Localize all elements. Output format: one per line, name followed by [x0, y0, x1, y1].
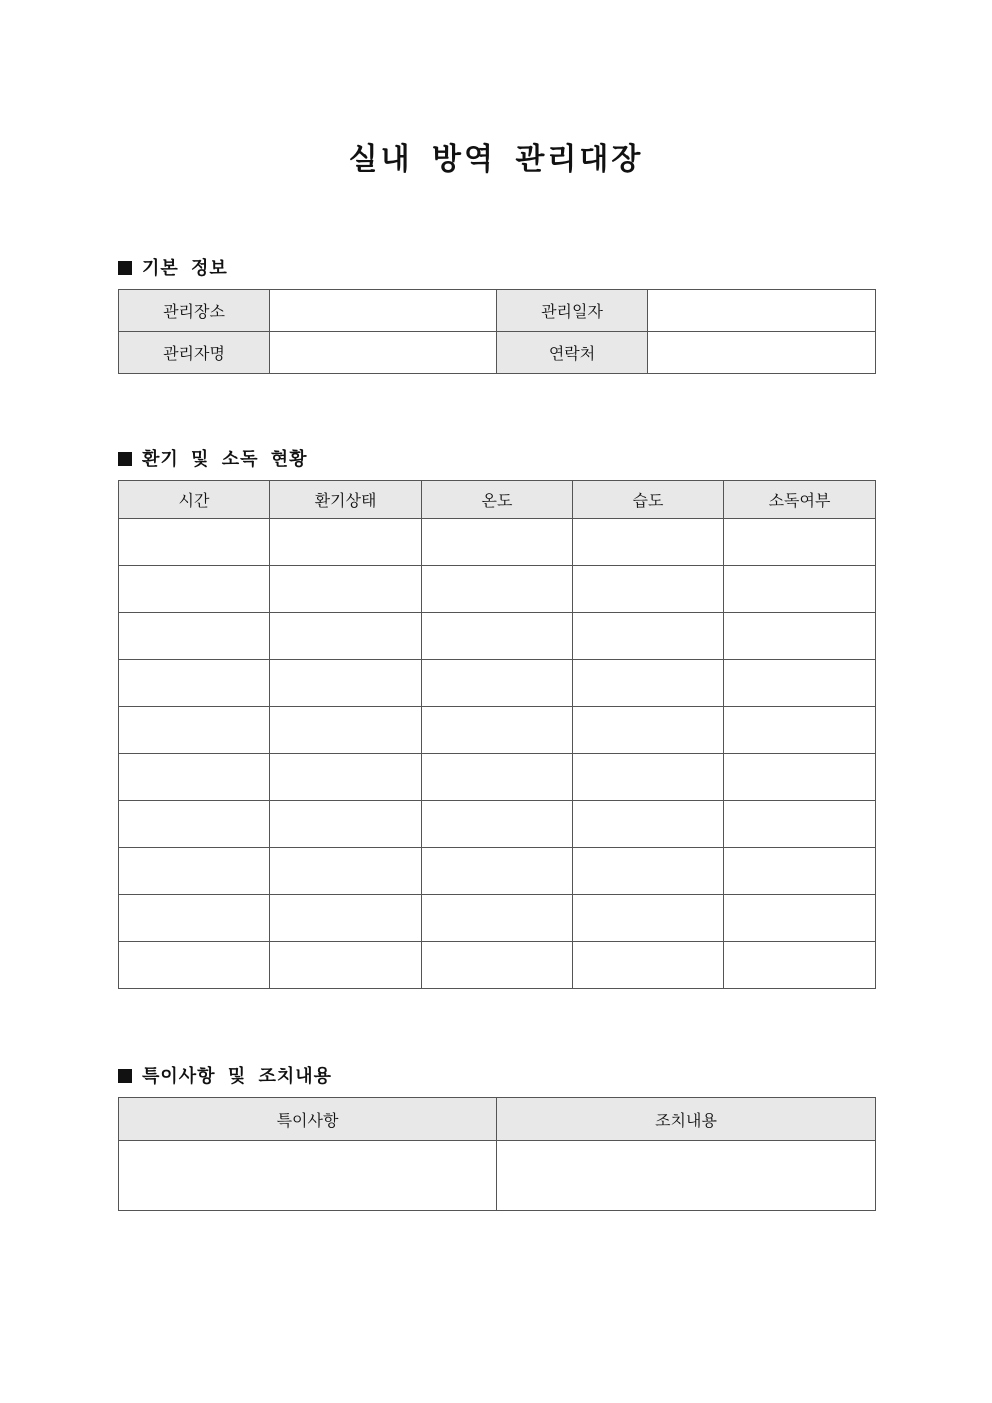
- label-date: 관리일자: [497, 290, 648, 332]
- label-place: 관리장소: [119, 290, 270, 332]
- humidity-cell[interactable]: [573, 942, 724, 989]
- ventilation-cell[interactable]: [270, 848, 422, 895]
- time-cell[interactable]: [119, 707, 270, 754]
- time-cell[interactable]: [119, 754, 270, 801]
- table-header-row: [119, 481, 876, 519]
- date-field[interactable]: [648, 290, 876, 332]
- time-cell[interactable]: [119, 519, 270, 566]
- ventilation-cell[interactable]: [270, 613, 422, 660]
- table-row: [119, 613, 876, 660]
- time-cell[interactable]: [119, 566, 270, 613]
- table-row: [119, 519, 876, 566]
- time-cell[interactable]: [119, 848, 270, 895]
- temperature-cell[interactable]: [422, 566, 573, 613]
- temperature-cell[interactable]: [422, 660, 573, 707]
- disinfection-cell[interactable]: [724, 613, 876, 660]
- temperature-cell[interactable]: [422, 942, 573, 989]
- square-bullet-icon: [118, 1069, 132, 1083]
- square-bullet-icon: [118, 452, 132, 466]
- notes-field[interactable]: [119, 1141, 497, 1211]
- section-heading-ventilation: [118, 445, 308, 471]
- temperature-cell[interactable]: [422, 707, 573, 754]
- table-row: [119, 660, 876, 707]
- humidity-cell[interactable]: [573, 801, 724, 848]
- table-row: [119, 332, 876, 374]
- section-heading-notes: [118, 1062, 332, 1088]
- disinfection-cell[interactable]: [724, 660, 876, 707]
- time-cell[interactable]: [119, 801, 270, 848]
- time-cell[interactable]: [119, 895, 270, 942]
- temperature-cell[interactable]: [422, 801, 573, 848]
- humidity-cell[interactable]: [573, 707, 724, 754]
- column-header-temperature: 온도: [422, 481, 573, 519]
- ventilation-cell[interactable]: [270, 660, 422, 707]
- notes-table: [118, 1097, 876, 1211]
- page-title: 실내 방역 관리대장: [348, 142, 644, 177]
- column-header-humidity: 습도: [573, 481, 724, 519]
- disinfection-cell[interactable]: [724, 801, 876, 848]
- column-header-actions: 조치내용: [497, 1098, 876, 1141]
- time-cell[interactable]: [119, 613, 270, 660]
- ventilation-cell[interactable]: [270, 519, 422, 566]
- temperature-cell[interactable]: [422, 754, 573, 801]
- ventilation-cell[interactable]: [270, 942, 422, 989]
- table-row: [119, 707, 876, 754]
- disinfection-cell[interactable]: [724, 707, 876, 754]
- disinfection-cell[interactable]: [724, 519, 876, 566]
- humidity-cell[interactable]: [573, 519, 724, 566]
- disinfection-cell[interactable]: [724, 848, 876, 895]
- section-heading-text: 기본 정보: [142, 258, 228, 279]
- table-row: [119, 895, 876, 942]
- ventilation-cell[interactable]: [270, 707, 422, 754]
- place-field[interactable]: [270, 290, 497, 332]
- humidity-cell[interactable]: [573, 566, 724, 613]
- section-heading-basic: [118, 254, 228, 280]
- label-manager: 관리자명: [119, 332, 270, 374]
- ventilation-cell[interactable]: [270, 754, 422, 801]
- column-header-disinfection: 소독여부: [724, 481, 876, 519]
- basic-info-table: [118, 289, 876, 374]
- table-row: [119, 1141, 876, 1211]
- disinfection-cell[interactable]: [724, 566, 876, 613]
- column-header-ventilation: 환기상태: [270, 481, 422, 519]
- column-header-time: 시간: [119, 481, 270, 519]
- ventilation-table: [118, 480, 876, 989]
- ventilation-cell[interactable]: [270, 566, 422, 613]
- humidity-cell[interactable]: [573, 848, 724, 895]
- humidity-cell[interactable]: [573, 613, 724, 660]
- temperature-cell[interactable]: [422, 895, 573, 942]
- table-header-row: [119, 1098, 876, 1141]
- label-contact: 연락처: [497, 332, 648, 374]
- temperature-cell[interactable]: [422, 848, 573, 895]
- time-cell[interactable]: [119, 660, 270, 707]
- section-heading-text: 특이사항 및 조치내용: [142, 1066, 333, 1087]
- table-row: [119, 848, 876, 895]
- manager-field[interactable]: [270, 332, 497, 374]
- table-row: [119, 942, 876, 989]
- contact-field[interactable]: [648, 332, 876, 374]
- time-cell[interactable]: [119, 942, 270, 989]
- table-row: [119, 754, 876, 801]
- section-heading-text: 환기 및 소독 현황: [142, 449, 308, 470]
- temperature-cell[interactable]: [422, 519, 573, 566]
- square-bullet-icon: [118, 261, 132, 275]
- actions-field[interactable]: [497, 1141, 876, 1211]
- disinfection-cell[interactable]: [724, 942, 876, 989]
- table-row: [119, 566, 876, 613]
- humidity-cell[interactable]: [573, 895, 724, 942]
- disinfection-cell[interactable]: [724, 754, 876, 801]
- humidity-cell[interactable]: [573, 754, 724, 801]
- ventilation-cell[interactable]: [270, 801, 422, 848]
- column-header-notes: 특이사항: [119, 1098, 497, 1141]
- temperature-cell[interactable]: [422, 613, 573, 660]
- table-row: [119, 290, 876, 332]
- disinfection-cell[interactable]: [724, 895, 876, 942]
- humidity-cell[interactable]: [573, 660, 724, 707]
- ventilation-cell[interactable]: [270, 895, 422, 942]
- table-row: [119, 801, 876, 848]
